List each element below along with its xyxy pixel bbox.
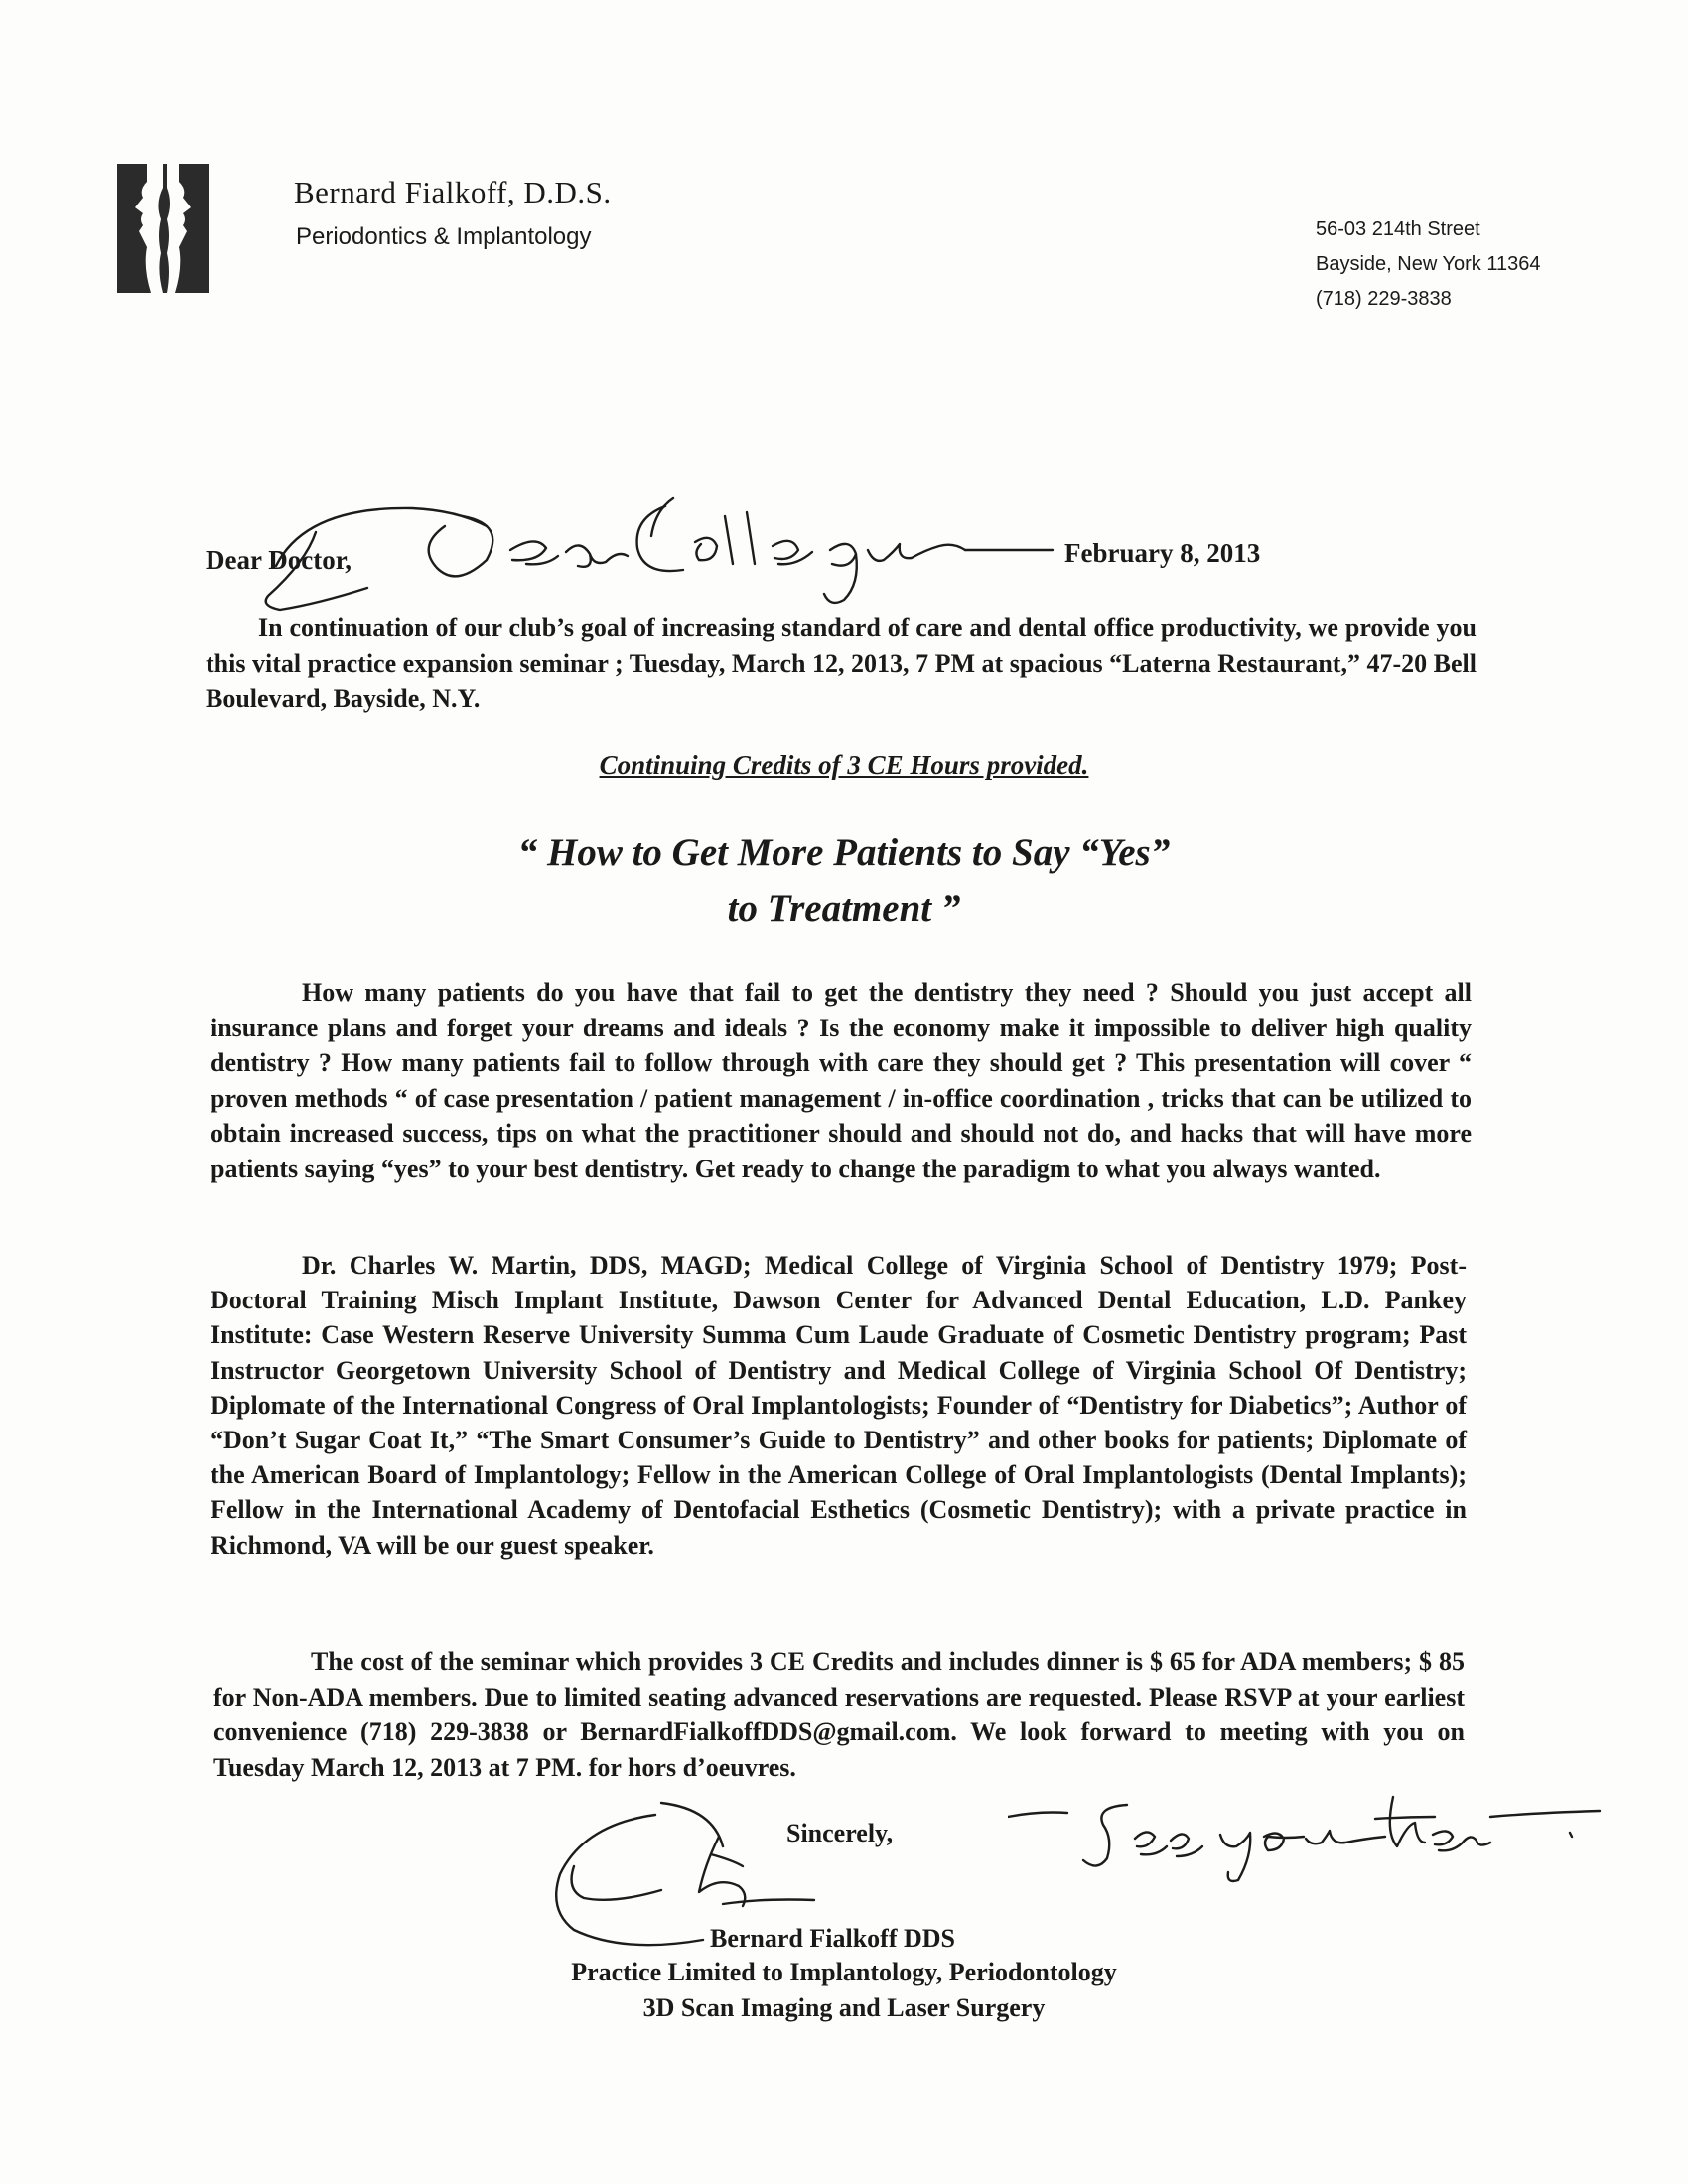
questions-text: How many patients do you have that fail to get the dentistry they need ? Should you just accept all insurance plans and forget your dreams and ideals ? Is the economy make it impossible to deliver high quality dentistry ? How many patients fail to follow through with care they should get ? This presentation will cover “ proven methods “ of case presentation / patient management / in-office coordination , tricks that can be utilized to obtain increased success, tips on what the practitioner should and should not do, and hacks that will have more patients saying “yes” to your best dentistry. Get ready to change the paradigm to what you always wanted. [211,978,1472,1183]
seminar-title [0,824,1688,937]
signature-name: Bernard Fialkoff DDS [710,1924,955,1953]
facing-profiles-logo-icon [117,164,209,293]
intro-text: In continuation of our club’s goal of increasing standard of care and dental office productivity, we provide you this vital practice expansion seminar ; Tuesday, March 12, 2013, 7 PM at spacious “Laterna Restaurant,” 47-20 Bell Boulevard, Bayside, N.Y. [206,614,1477,714]
closing: Sincerely, [786,1819,894,1847]
letterhead-specialty: Periodontics & Implantology [296,223,592,250]
address-city: Bayside, New York 11364 [1316,253,1541,275]
speaker-bio-paragraph [211,1248,1467,1563]
signature-practice-line: Practice Limited to Implantology, Periodontology [571,1958,1117,1986]
seminar-title-line-2: to Treatment ” [727,887,961,930]
letterhead-address [1316,212,1540,317]
speaker-bio-text: Dr. Charles W. Martin, DDS, MAGD; Medical College of Virginia School of Dentistry 1979; Post-Doctoral Training Misch Implant Institute, Dawson Center for Advanced Dental Education, L.D. Pankey Institute: Case Western Reserve University Summa Cum Laude Graduate of Cosmetic Dentistry program; Past Instructor Georgetown University School of Dentistry and Medical College of Virginia School Of Dentistry; Diplomate of the International Congress of Oral Implantologists; Founder of “Dentistry for Diabetics”; Author of “Don’t Sugar Coat It,” “The Smart Consumer’s Guide to Dentistry” and other books for patients; Diplomate of the American Board of Implantology; Fellow in the American College of Oral Implantologists (Dental Implants); Fellow in the International Academy of Dentofacial Esthetics (Cosmetic Dentistry); with a private practice in Richmond, VA will be our guest speaker. [211,1251,1467,1560]
address-street: 56-03 214th Street [1316,218,1480,240]
handwritten-closing-note [1008,1777,1604,1886]
questions-paragraph [211,975,1472,1187]
cost-text: The cost of the seminar which provides 3 CE Credits and includes dinner is $ 65 for ADA members; $ 85 for Non-ADA members. Due to limited seating advanced reservations are requested. Please RSVP at your earliest convenience (718) 229-3838 or BernardFialkoffDDS@gmail.com. We look forward to meeting with you on Tuesday March 12, 2013 at 7 PM. for hors d’oeuvres. [213,1647,1465,1782]
ce-credits-notice: Continuing Credits of 3 CE Hours provided. [599,751,1089,780]
intro-paragraph [206,611,1477,717]
cost-paragraph [213,1644,1465,1785]
letter-date: February 8, 2013 [1064,538,1261,568]
seminar-title-line-1: “ How to Get More Patients to Say “Yes” [517,831,1171,874]
letterhead-name: Bernard Fialkoff, D.D.S. [294,175,612,209]
signature-services-line: 3D Scan Imaging and Laser Surgery [642,1993,1046,2022]
address-phone: (718) 229-3838 [1316,288,1452,310]
salutation: Dear Doctor, [206,545,352,575]
